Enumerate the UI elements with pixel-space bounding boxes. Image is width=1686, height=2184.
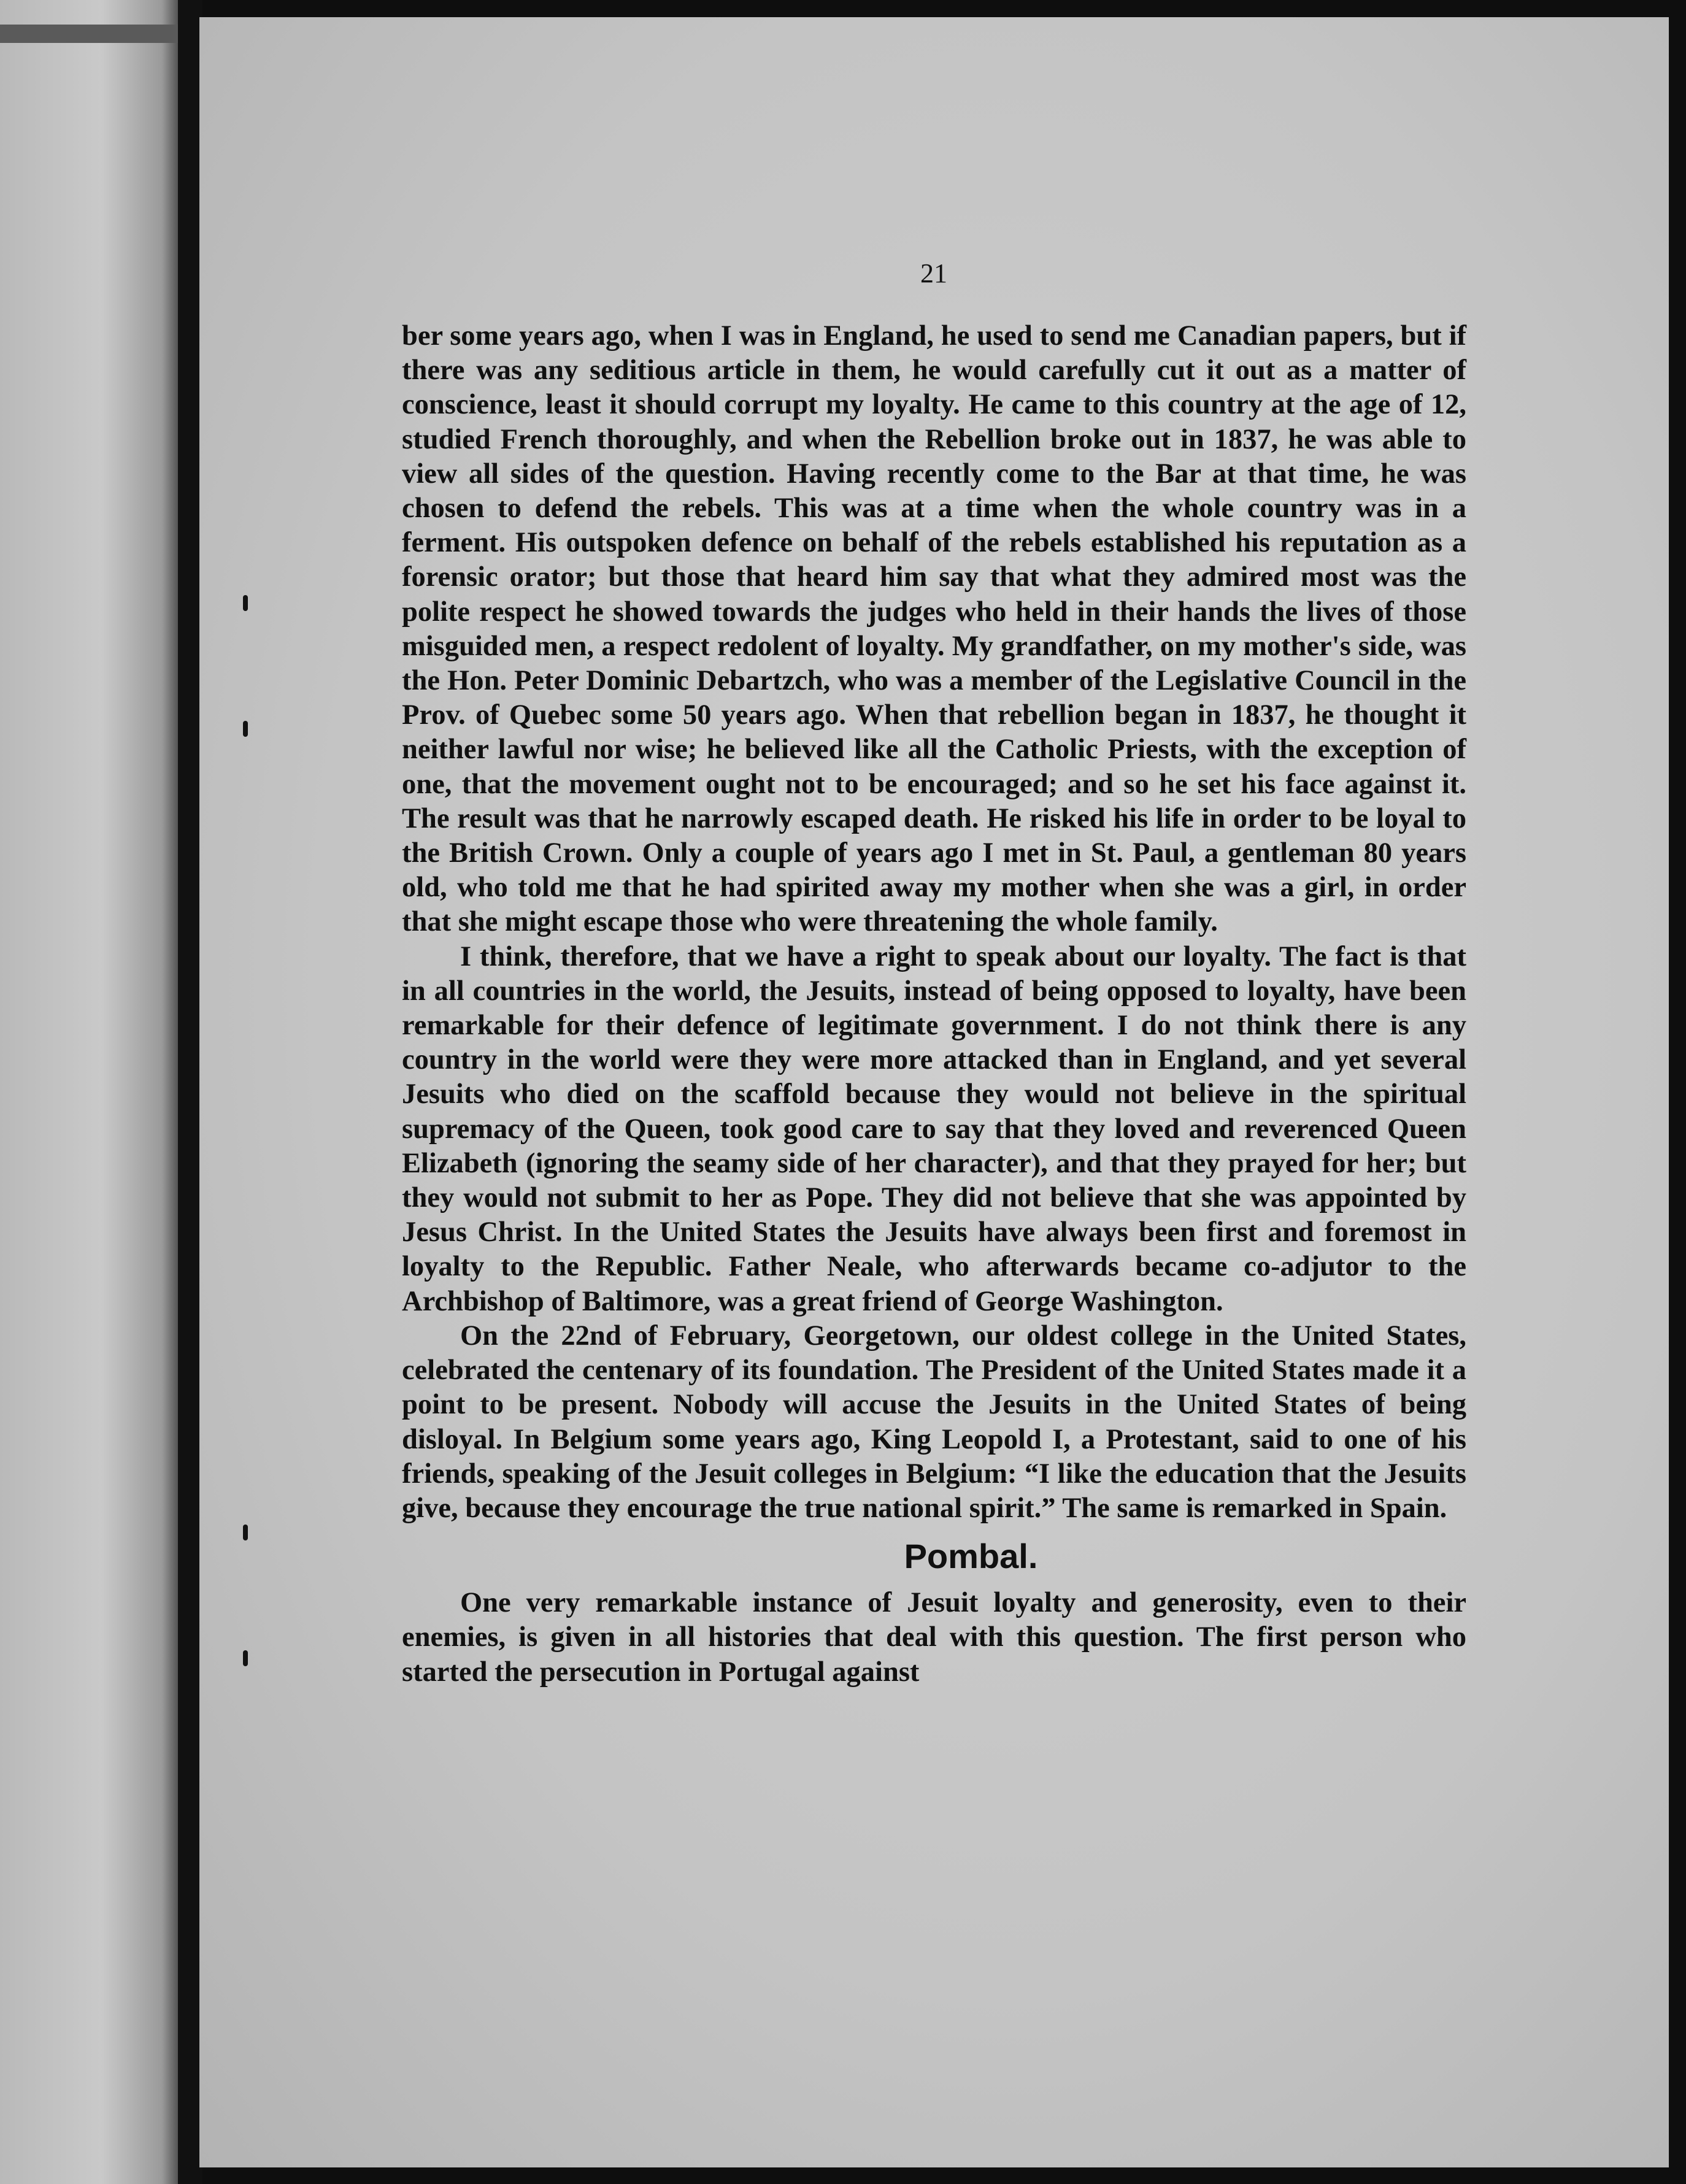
facing-page xyxy=(0,0,184,2184)
paragraph: On the 22nd of February, Georgetown, our oldest college in the United States, celebrated the centenary of its foundation. The President of the United States made it a point to be present. Nobody will accuse the Jesuits in the United States of being disloyal. In Belgium some years ago, King Leopold I, a Protestant, said to one of his friends, speaking of the Jesuit colleges in Belgium: “I like the education that the Jesuits give, because they encourage the true national spirit.” The same is remarked in Spain. xyxy=(402,1320,1466,1524)
margin-mark xyxy=(243,595,248,611)
section-heading: Pombal. xyxy=(904,1537,1038,1576)
paragraph: I think, therefore, that we have a right to speak about our loyalty. The fact is that in all countries in the world, the Jesuits, instead of being opposed to loyalty, have been remarkable for their defence of legitimate government. I do not think there is any country in the world were they were more attacked than in England, and yet several Jesuits who died on the scaffold because they would not believe in the spiritual supremacy of the Queen, took good care to say that they loved and reverenced Queen Elizabeth (ignoring the seamy side of her character), and that they prayed for her; but they would not submit to her as Pope. They did not believe that she was appointed by Jesus Christ. In the United States the Jesuits have always been first and foremost in loyalty to the Republic. Father Neale, who afterwards became co-adjutor to the Archbishop of Baltimore, was a great friend of George Washington. xyxy=(402,940,1466,1317)
margin-mark xyxy=(243,721,248,737)
paragraph: ber some years ago, when I was in England, he used to send me Canadian papers, but if there was any seditious article in them, he would carefully cut it out as a matter of conscience, least it should corrupt my loyalty. He came to this country at the age of 12, studied French thoroughly, and when the Rebellion broke out in 1837, he was able to view all sides of the question. Having recently come to the Bar at that time, he was chosen to defend the rebels. This was at a time when the whole country was in a ferment. His outspoken defence on behalf of the rebels established his reputation as a forensic orator; but those that heard him say that what they admired most was the polite respect he showed towards the judges who held in their hands the lives of those misguided men, a respect redolent of loyalty. My grandfather, on my mother's side, was the Hon. Peter Dominic Debartzch, who was a member of the Legislative Council in the Prov. of Quebec some 50 years ago. When that rebellion began in 1837, he thought it neither lawful nor wise; he believed like all the Catholic Priests, with the exception of one, that the movement ought not to be encouraged; and so he set his face against it. The result was that he narrowly escaped death. He risked his life in order to be loyal to the British Crown. Only a couple of years ago I met in St. Paul, a gentleman 80 years old, who told me that he had spirited away my mother when she was a girl, in order that she might escape those who were threatening the whole family. xyxy=(402,320,1466,938)
page-number: 21 xyxy=(920,258,947,288)
facing-page-edge xyxy=(0,25,184,43)
body-text xyxy=(402,319,1466,1690)
paragraph: One very remarkable instance of Jesuit loyalty and generosity, even to their enemies, is given in all histories that deal with this question. The first person who started the persecution in Portugal against xyxy=(402,1587,1466,1688)
margin-mark xyxy=(243,1525,248,1540)
margin-mark xyxy=(243,1650,248,1666)
book-gutter xyxy=(178,0,202,2184)
